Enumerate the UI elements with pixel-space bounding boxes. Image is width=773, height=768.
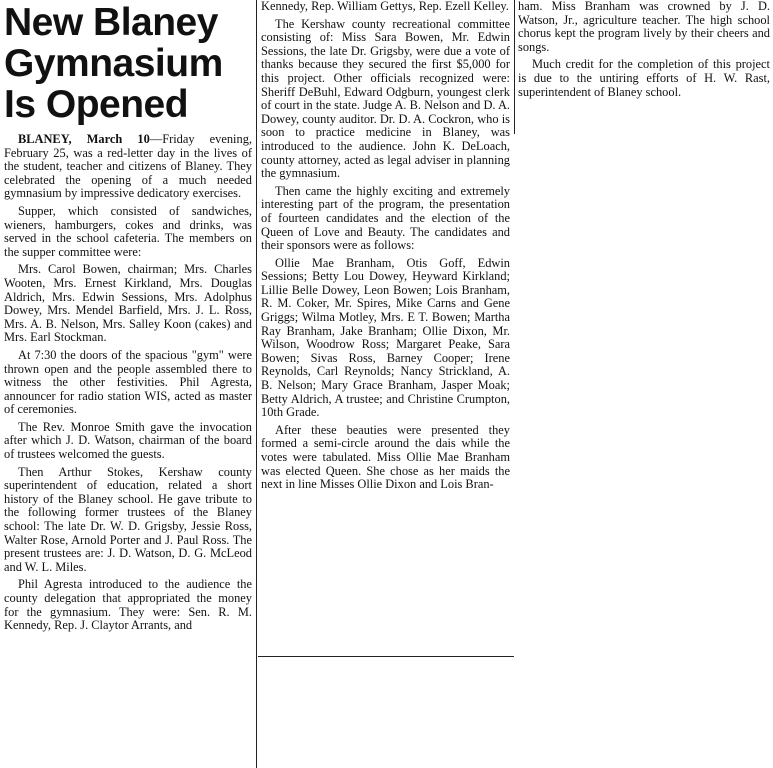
headline xyxy=(4,2,252,125)
paragraph: Mrs. Carol Bowen, chairman; Mrs. Charles Wooten, Mrs. Ernest Kirkland, Mrs. Douglas Aldrich, Mrs. Edwin Sessions, Mrs. Adolphus Dowey, Mrs. Mendel Barfield, Mrs. J. L. Ross, Mrs. A. B. Nelson, Mrs. Salley Koon (cakes) and Mrs. Earl Stockman. xyxy=(4,262,252,345)
headline-line-3: Is Opened xyxy=(4,83,189,126)
column-end-rule xyxy=(258,656,514,657)
paragraph: Then came the highly exciting and extremely interesting part of the program, the presentation of fourteen candidates and the election of the Queen of Love and Beauty. The candidates and their sponsors were as follows: xyxy=(261,183,510,253)
lead-text: —Friday evening, February 25, was a red-letter day in the lives of the student, teacher and citizens of Blaney. They celebrated the opening of a much needed gymnasium by impressive dedicatory exercises. xyxy=(4,132,252,201)
headline-line-1: New Blaney xyxy=(4,1,218,44)
paragraph: At 7:30 the doors of the spacious "gym" were thrown open and the people assembled there to witness the other festivities. Phil Agresta, announcer for radio station WIS, acted as master of ceremonies. xyxy=(4,347,252,417)
lead-paragraph xyxy=(4,133,252,201)
paragraph: Then Arthur Stokes, Kershaw county superintendent of education, related a short history of the Blaney school. He gave tribute to the following former trustees of the Blaney school: The late Dr. W. D. Grigsby, Jessie Ross, Walter Rose, Arnold Porter and J. Paul Ross. The present trustees are: J. D. Watson, D. G. McLeod and W. L. Miles. xyxy=(4,464,252,574)
article-column-3 xyxy=(518,0,770,103)
paragraph: After these beauties were presented they formed a semi-circle around the dais while the votes were tabulated. Miss Ollie Mae Branham was elected Queen. She chose as her maids the next in line Misses Ollie Dixon and Lois Bran- xyxy=(261,422,510,492)
article-column-2 xyxy=(261,0,510,496)
article-column-1 xyxy=(4,0,252,637)
paragraph: Supper, which consisted of sandwiches, wieners, hamburgers, cokes and drinks, was served in the school cafeteria. The members on the supper committee were: xyxy=(4,203,252,259)
column-divider xyxy=(256,0,257,768)
paragraph: The Kershaw county recreational committee consisting of: Miss Sara Bowen, Mr. Edwin Sessions, the late Dr. Grigsby, were due a vote of thanks because they secured the first $5,000 for this project. Other officials recognized were: Sheriff DeBuhl, Edward Odgburn, youngest clerk of court in the state. Judge A. B. Nelson and D. A. Dowey, county auditor. Dr. D. A. Cockron, who is soon to practice medicine in Blaney, was introduced to the audience. John K. DeLoach, county attorney, acted as legal adviser in planning the gymnasium. xyxy=(261,16,510,181)
paragraph: The Rev. Monroe Smith gave the invocation after which J. D. Watson, chairman of the board of trustees welcomed the guests. xyxy=(4,419,252,462)
dateline: BLANEY, March 10 xyxy=(18,132,150,146)
paragraph: Phil Agresta introduced to the audience the county delegation that appropriated the money for the gymnasium. They were: Sen. R. M. Kennedy, Rep. J. Claytor Arrants, and xyxy=(4,577,252,633)
paragraph: Ollie Mae Branham, Otis Goff, Edwin Sessions; Betty Lou Dowey, Heyward Kirkland; Lillie Belle Dowey, Leon Bowen; Lois Branham, R. M. Coker, Mr. Spires, Mike Carns and Gene Griggs; Wilma Motley, Mrs. E T. Bowen; Martha Ray Branham, Jake Branham; Ollie Dixon, Mr. Wilson, Woodrow Ross; Margaret Peake, Sara Bowen; Sivas Ross, Barney Cooper; Irene Reynolds, Carl Reynolds; Nancy Strickland, A. B. Nelson; Mary Grace Branham, Jasper Moak; Betty Aldrich, A trustee; and Christine Crumpton, 10th Grade. xyxy=(261,255,510,420)
headline-line-2: Gymnasium xyxy=(4,42,223,85)
column-divider xyxy=(514,0,515,134)
paragraph: ham. Miss Branham was crowned by J. D. Watson, Jr., agriculture teacher. The high school chorus kept the program lively by their cheers and songs. xyxy=(518,0,770,54)
paragraph: Much credit for the completion of this project is due to the untiring efforts of H. W. Rast, superintendent of Blaney school. xyxy=(518,57,770,99)
paragraph: Kennedy, Rep. William Gettys, Rep. Ezell Kelley. xyxy=(261,0,509,13)
